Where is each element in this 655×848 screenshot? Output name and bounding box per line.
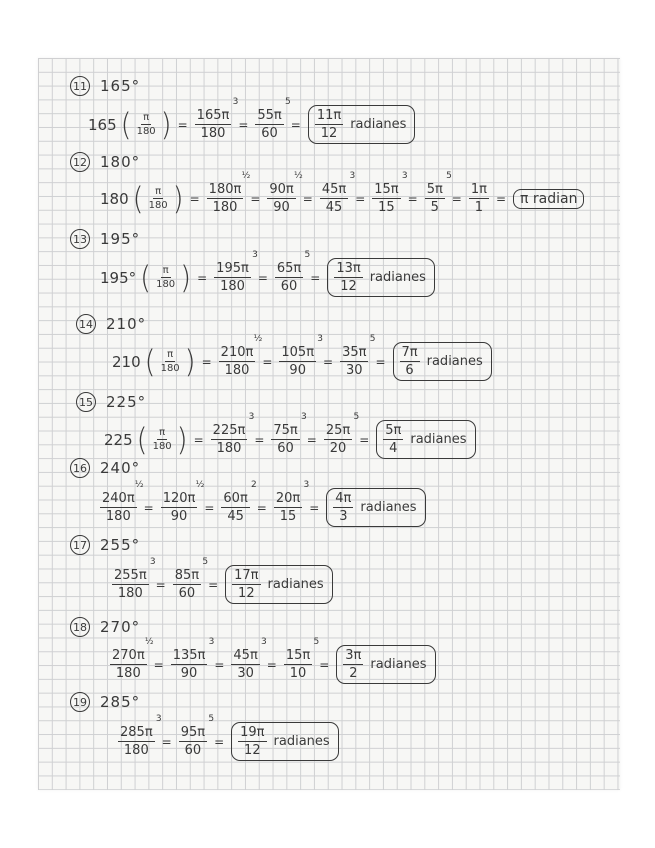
numerator: 180π [208, 182, 242, 197]
denominator: 6 [405, 363, 414, 378]
numerator: 13π [336, 261, 361, 276]
denominator: 180 [123, 743, 149, 758]
equals-sign: = [155, 577, 166, 592]
equals-sign: = [161, 734, 172, 749]
equals-sign: = [309, 500, 320, 515]
denominator: 180 [148, 200, 168, 211]
problem-header [70, 76, 140, 96]
simplification-step [219, 334, 263, 378]
simplification-step [100, 480, 144, 524]
right-paren: ) [180, 258, 192, 296]
denominator: 180 [160, 363, 180, 374]
simplification-step [425, 171, 452, 215]
divisor-note: 5 [202, 557, 209, 567]
denominator: 3 [339, 509, 348, 524]
conversion-row [98, 480, 426, 527]
problem-header [70, 535, 140, 555]
degree-coefficient: 225 [104, 430, 133, 449]
numerator: 11π [316, 108, 342, 123]
result-box [327, 258, 435, 297]
numerator: 35π [342, 345, 367, 360]
result-box [308, 105, 416, 144]
result-box [225, 565, 333, 604]
degree-coefficient: 165 [88, 115, 117, 134]
radianes-label: radianes [360, 500, 417, 515]
equals-sign: = [319, 657, 330, 672]
problem-header [70, 692, 140, 712]
numerator: 19π [240, 725, 265, 740]
denominator: 180 [212, 200, 238, 215]
equals-sign: = [359, 432, 370, 447]
numerator: 255π [114, 568, 147, 583]
denominator: 2 [349, 666, 358, 681]
divisor-note: 3 [301, 412, 307, 422]
problem-header [76, 392, 146, 412]
numerator: 4π [335, 491, 352, 506]
divisor-note: 3 [252, 250, 258, 260]
simplification-step [469, 182, 489, 215]
degrees-value: 180° [100, 153, 141, 171]
degrees-value: 195° [100, 230, 141, 248]
degrees-value: 210° [106, 315, 147, 333]
denominator: 90 [170, 509, 188, 524]
denominator: 15 [378, 200, 395, 215]
denominator: 60 [184, 743, 202, 758]
denominator: 180 [216, 441, 242, 456]
simplification-step [271, 412, 307, 456]
problem-number-circle: 16 [70, 458, 90, 478]
denominator: 180 [156, 279, 176, 290]
divisor-note: 3 [248, 412, 255, 422]
numerator: π [159, 427, 166, 438]
equals-sign: = [290, 117, 301, 132]
denominator: 12 [238, 586, 255, 601]
numerator: 17π [234, 568, 259, 583]
denominator: 12 [244, 743, 261, 758]
degrees-value: 225° [106, 393, 147, 411]
divisor-note: ½ [195, 480, 205, 490]
result-fraction [333, 491, 353, 524]
numerator: 225π [212, 423, 246, 438]
numerator: π [143, 112, 150, 123]
numerator: 85π [174, 568, 200, 583]
equals-sign: = [302, 191, 313, 206]
conversion-row [116, 714, 339, 761]
simplification-step [340, 334, 376, 378]
divisor-note: ½ [294, 171, 303, 181]
degrees-value: 165° [100, 77, 141, 95]
simplification-step [324, 412, 360, 456]
denominator: 4 [389, 441, 398, 456]
denominator: 1 [474, 200, 484, 215]
right-paren: ) [184, 342, 196, 380]
simplification-step [173, 557, 209, 601]
divisor-note: 3 [208, 637, 215, 647]
denominator: 180 [224, 363, 250, 378]
divisor-note: 5 [353, 412, 360, 422]
numerator: 25π [325, 423, 351, 438]
numerator: 60π [223, 491, 248, 506]
equals-sign: = [143, 500, 154, 515]
result-fraction [238, 725, 266, 758]
simplification-step [207, 171, 251, 215]
denominator: 180 [105, 509, 131, 524]
simplification-step [118, 714, 162, 758]
radianes-label: radianes [369, 270, 426, 285]
problem-number-circle: 18 [70, 617, 90, 637]
result-box [326, 488, 425, 527]
denominator: 30 [237, 666, 254, 681]
result-fraction [315, 108, 343, 141]
problem-number-circle: 11 [70, 76, 90, 96]
right-paren: ) [160, 105, 172, 143]
simplification-step [267, 171, 303, 215]
numerator: 65π [276, 261, 302, 276]
result-fraction [343, 648, 363, 681]
conversion-row [110, 557, 333, 604]
radianes-label: radianes [267, 577, 324, 592]
equals-sign: = [355, 191, 366, 206]
simplification-step [255, 97, 291, 141]
simplification-step [110, 637, 154, 681]
problem-number-circle: 12 [70, 152, 90, 172]
numerator: π [167, 349, 174, 360]
divisor-note: 5 [313, 637, 320, 647]
result-box [231, 722, 339, 761]
equals-sign: = [495, 191, 507, 206]
equals-sign: = [407, 191, 418, 206]
denominator: 60 [261, 126, 278, 141]
denominator: 180 [136, 126, 156, 137]
simplification-step [195, 97, 239, 141]
numerator: 1π [470, 182, 487, 197]
numerator: 90π [269, 182, 294, 197]
problem-number-circle: 15 [76, 392, 96, 412]
simplification-step [284, 637, 320, 681]
divisor-note: 3 [303, 480, 310, 490]
equals-sign: = [375, 354, 386, 369]
problem-header [70, 152, 140, 172]
simplification-step [372, 171, 408, 215]
denominator: 180 [220, 279, 245, 294]
problem-header [70, 229, 140, 249]
denominator: 30 [345, 363, 363, 378]
problem-number-circle: 17 [70, 535, 90, 555]
divisor-note: ½ [241, 171, 251, 181]
numerator: 240π [102, 491, 135, 506]
conversion-row [108, 637, 436, 684]
simplification-step [179, 714, 215, 758]
radianes-label: radianes [273, 734, 330, 749]
numerator: 45π [233, 648, 258, 663]
equals-sign: = [204, 500, 215, 515]
denominator: 5 [430, 200, 439, 215]
degrees-value: 270° [100, 618, 141, 636]
simplification-step [171, 637, 215, 681]
pi-over-180-factor [151, 427, 174, 452]
divisor-note: 5 [304, 250, 311, 260]
equals-sign: = [193, 432, 204, 447]
right-paren: ) [176, 420, 188, 458]
problem-header [76, 314, 146, 334]
equals-sign: = [262, 354, 273, 369]
radianes-label: radianes [350, 117, 407, 132]
simplification-step [275, 250, 311, 294]
simplification-step [231, 637, 267, 681]
equals-sign: = [208, 577, 219, 592]
denominator: 45 [325, 200, 343, 215]
degree-coefficient: 210 [112, 352, 141, 371]
equals-sign: = [306, 432, 317, 447]
divisor-note: 5 [369, 334, 376, 344]
left-paren: ( [136, 420, 148, 458]
divisor-note: 3 [261, 637, 267, 647]
divisor-note: 2 [251, 480, 257, 490]
problem-number-circle: 14 [76, 314, 96, 334]
equals-sign: = [238, 117, 249, 132]
divisor-note: 3 [149, 557, 156, 567]
divisor-note: 3 [401, 171, 408, 181]
denominator: 90 [273, 200, 290, 215]
pi-over-180-factor [154, 265, 177, 290]
conversion-row [112, 334, 492, 381]
numerator: 5π [426, 182, 443, 197]
result-box [376, 420, 475, 459]
conversion-row [88, 97, 415, 144]
equals-sign: = [177, 117, 188, 132]
denominator: 90 [180, 666, 198, 681]
numerator: 210π [220, 345, 254, 360]
divisor-note: ½ [253, 334, 263, 344]
numerator: 75π [273, 423, 298, 438]
denominator: 180 [115, 666, 141, 681]
denominator: 60 [277, 441, 294, 456]
equals-sign: = [254, 432, 265, 447]
numerator: π [162, 265, 169, 276]
numerator: 5π [385, 423, 402, 438]
numerator: 55π [257, 108, 282, 123]
simplification-step [161, 480, 205, 524]
denominator: 180 [117, 586, 143, 601]
simplification-step [320, 171, 356, 215]
problem-header [70, 617, 140, 637]
pi-over-180-factor [147, 186, 170, 211]
divisor-note: ½ [134, 480, 144, 490]
simplification-step [214, 250, 258, 294]
problem-number-circle: 13 [70, 229, 90, 249]
numerator: 135π [172, 648, 206, 663]
denominator: 12 [340, 279, 357, 294]
numerator: 45π [321, 182, 347, 197]
equals-sign: = [214, 657, 225, 672]
simplification-step [279, 334, 324, 378]
left-paren: ( [132, 179, 144, 217]
numerator: 120π [162, 491, 196, 506]
denominator: 180 [200, 126, 226, 141]
result-box: π radian [513, 189, 584, 209]
radianes-label: radianes [410, 432, 467, 447]
pi-over-180-factor [135, 112, 158, 137]
denominator: 10 [289, 666, 307, 681]
divisor-note: 5 [285, 97, 291, 107]
pi-over-180-factor [159, 349, 182, 374]
left-paren: ( [140, 258, 152, 296]
divisor-note: 3 [232, 97, 239, 107]
problem-header [70, 458, 140, 478]
degree-coefficient: 180 [100, 189, 129, 208]
numerator: 20π [275, 491, 301, 506]
divisor-note: 5 [208, 714, 215, 724]
denominator: 60 [178, 586, 196, 601]
denominator: 90 [289, 363, 306, 378]
equals-sign: = [153, 657, 164, 672]
denominator: 60 [280, 279, 298, 294]
degree-coefficient: 195° [100, 268, 137, 287]
simplification-step [112, 557, 156, 601]
result-fraction [334, 261, 362, 294]
equals-sign: = [197, 270, 208, 285]
numerator: 285π [120, 725, 153, 740]
divisor-note: ½ [144, 637, 154, 647]
simplification-step [274, 480, 310, 524]
simplification-step [221, 480, 257, 524]
right-paren: ) [172, 179, 184, 217]
equals-sign: = [451, 191, 462, 206]
numerator: 165π [196, 108, 230, 123]
denominator: 20 [329, 441, 347, 456]
numerator: 15π [374, 182, 399, 197]
conversion-row [100, 171, 584, 217]
denominator: 15 [279, 509, 297, 524]
radianes-label: radianes [426, 354, 483, 369]
numerator: 105π [281, 345, 315, 360]
degrees-value: 240° [100, 459, 141, 477]
simplification-step [211, 412, 255, 456]
divisor-note: 3 [349, 171, 356, 181]
denominator: 12 [320, 126, 338, 141]
equals-sign: = [310, 270, 321, 285]
equals-sign: = [266, 657, 277, 672]
left-paren: ( [144, 342, 156, 380]
numerator: 270π [112, 648, 145, 663]
numerator: π [155, 186, 162, 197]
problem-number-circle: 19 [70, 692, 90, 712]
result-fraction [232, 568, 260, 601]
equals-sign: = [201, 354, 212, 369]
conversion-row [100, 250, 435, 297]
degrees-value: 255° [100, 536, 141, 554]
result-fraction [400, 345, 420, 378]
denominator: 45 [227, 509, 244, 524]
equals-sign: = [250, 191, 261, 206]
denominator: 180 [152, 441, 172, 452]
degrees-value: 285° [100, 693, 141, 711]
numerator: 95π [180, 725, 206, 740]
result-box [336, 645, 435, 684]
conversion-row [104, 412, 476, 459]
equals-sign: = [189, 191, 200, 206]
equals-sign: = [256, 500, 267, 515]
divisor-note: 3 [317, 334, 324, 344]
result-box [393, 342, 492, 381]
numerator: 3π [345, 648, 362, 663]
divisor-note: 5 [446, 171, 452, 181]
radianes-label: radianes [370, 657, 427, 672]
result-fraction [383, 423, 403, 456]
equals-sign: = [257, 270, 268, 285]
numerator: 15π [285, 648, 311, 663]
numerator: 7π [401, 345, 418, 360]
equals-sign: = [323, 354, 334, 369]
equals-sign: = [214, 734, 225, 749]
left-paren: ( [120, 105, 132, 143]
numerator: 195π [216, 261, 249, 276]
divisor-note: 3 [155, 714, 162, 724]
